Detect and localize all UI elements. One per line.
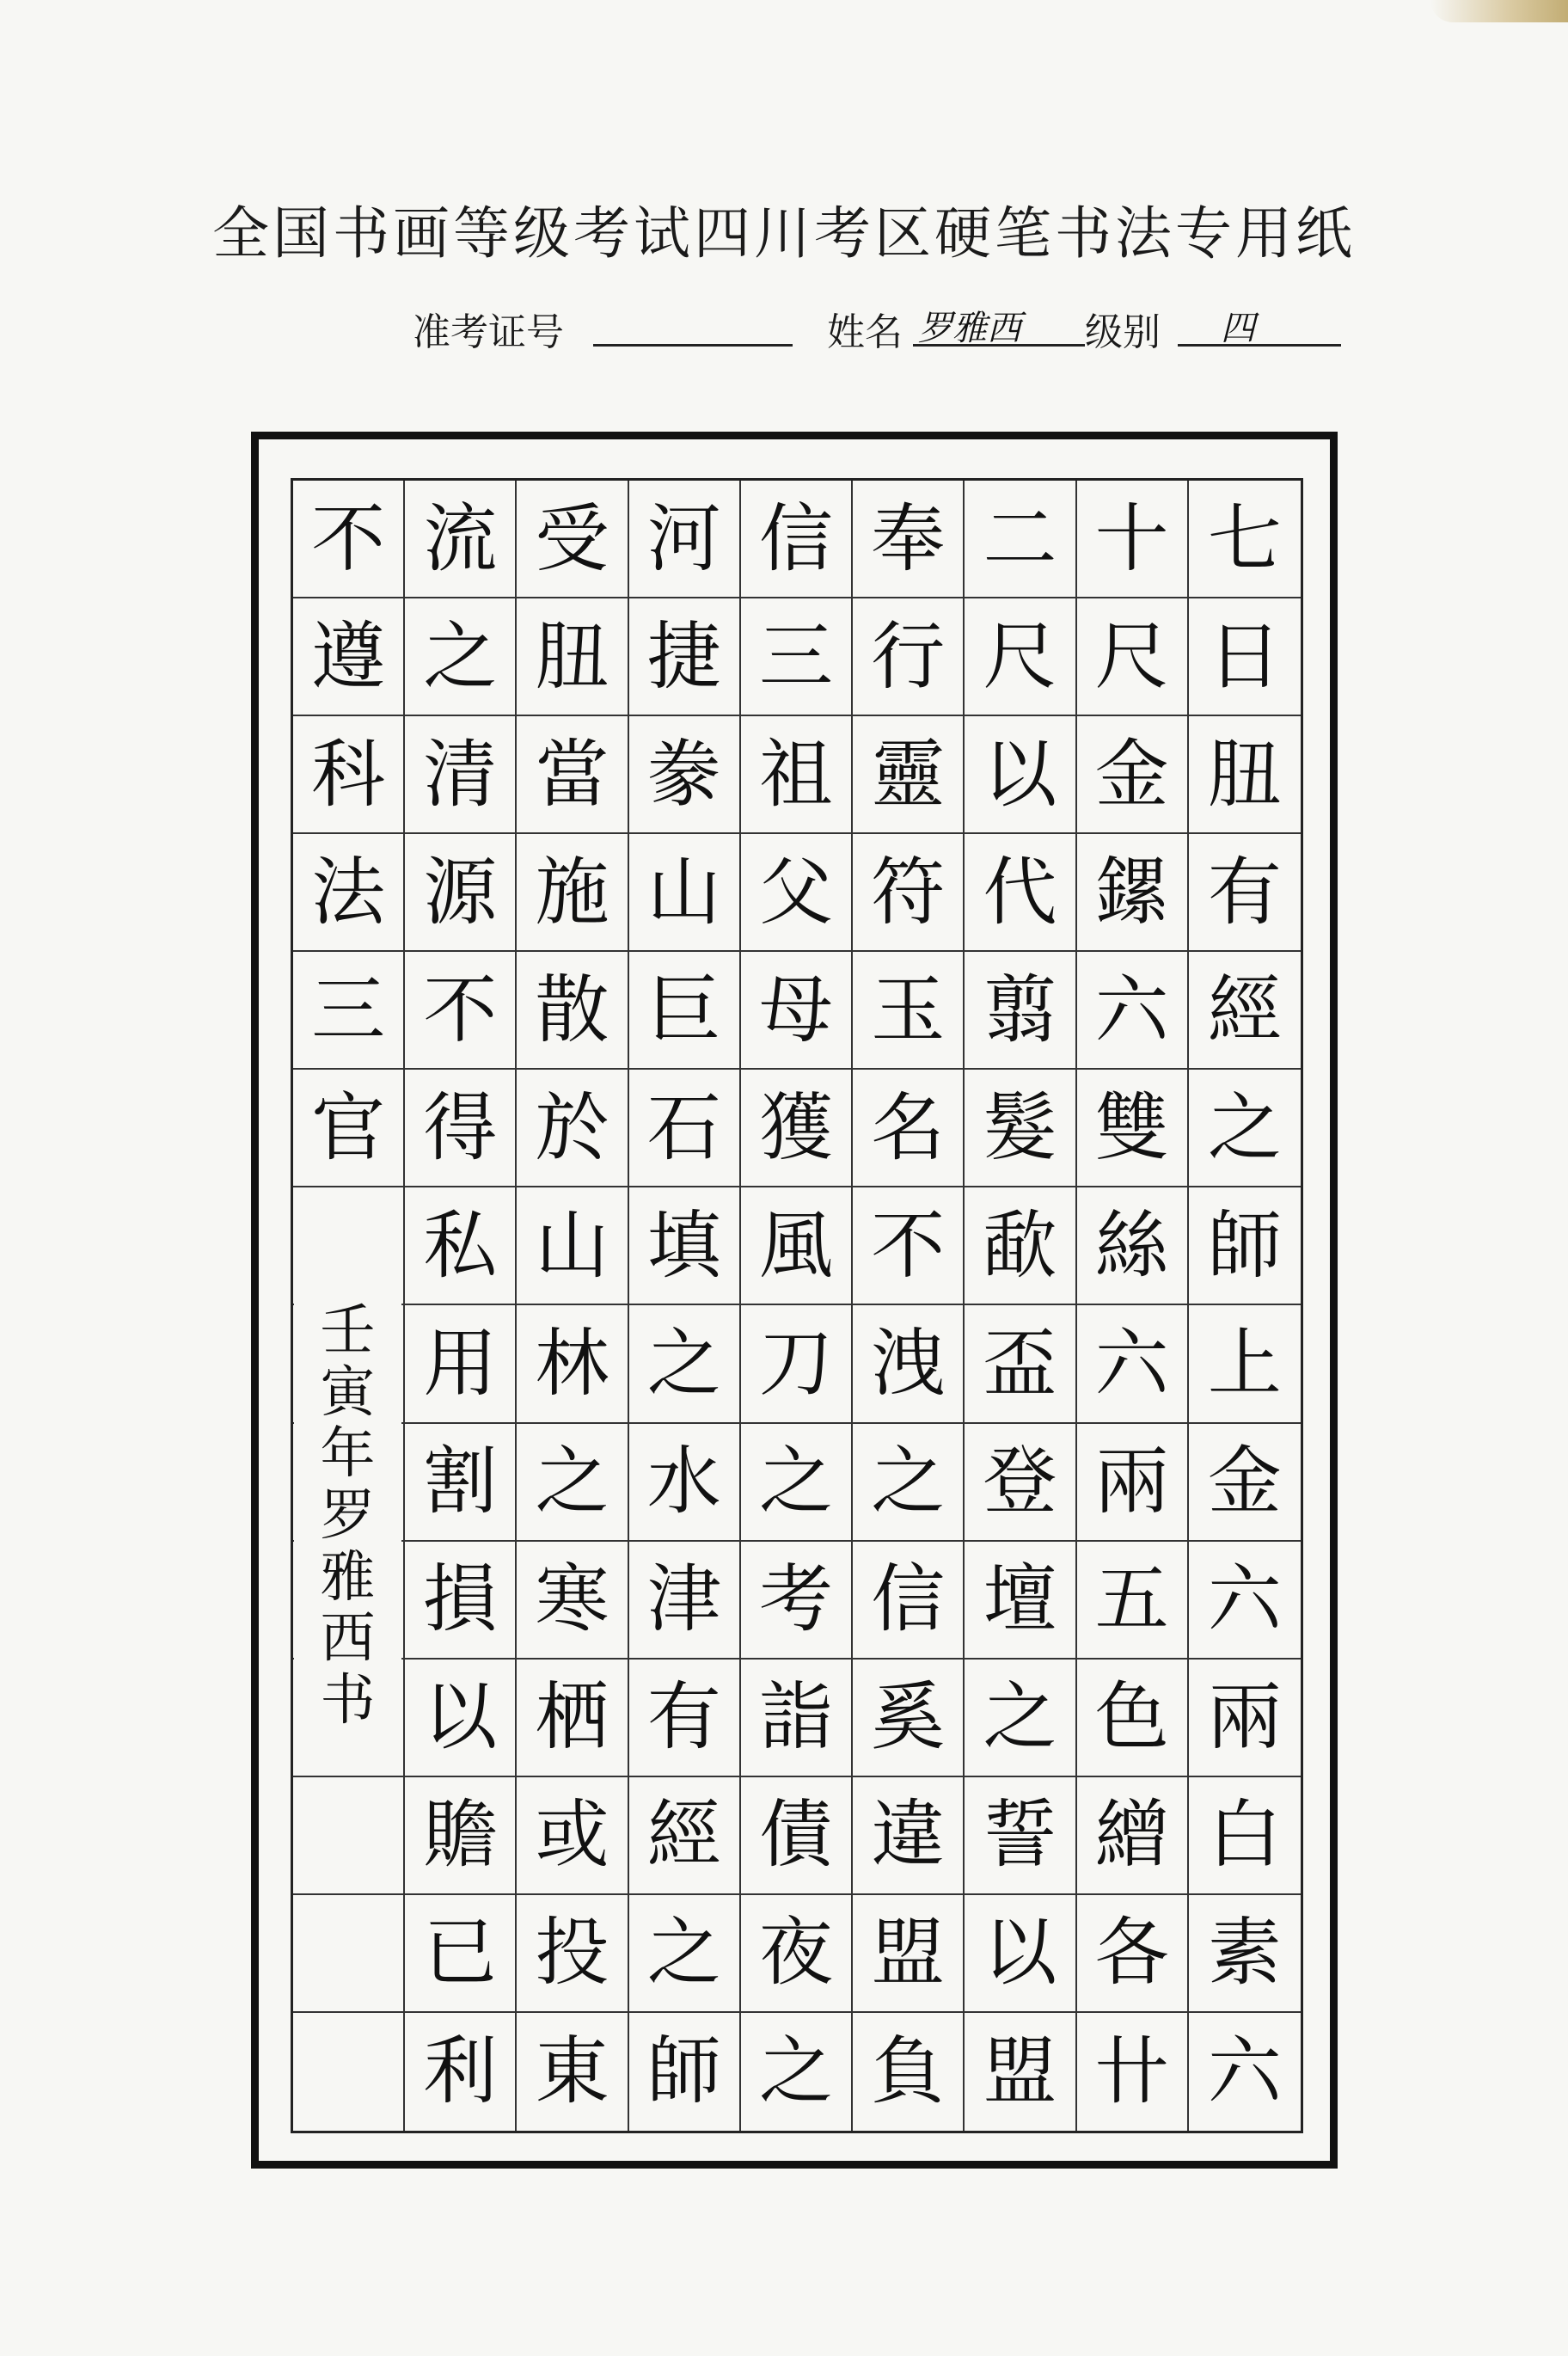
grid-cell: 經 (1189, 952, 1301, 1070)
grid-cell (293, 1187, 405, 1305)
grid-cell: 日 (1189, 598, 1301, 716)
grid-cell: 五 (1077, 1542, 1189, 1660)
grid-cell: 六 (1077, 1305, 1189, 1423)
admission-label: 准考证号 (413, 310, 564, 354)
level-value: 四 (1221, 309, 1255, 348)
grid-cell: 洩 (853, 1305, 965, 1423)
grid-cell: 盟 (965, 2013, 1076, 2131)
grid-cell: 六 (1189, 1542, 1301, 1660)
grid-cell: 用 (405, 1305, 517, 1423)
signature-char: 寅 (320, 1360, 376, 1425)
grid-cell: 絲 (1077, 1187, 1189, 1305)
grid-cell: 二 (965, 481, 1076, 598)
grid-cell: 巨 (629, 952, 741, 1070)
grid-cell: 靈 (853, 716, 965, 834)
grid-cell (293, 1777, 405, 1895)
grid-cell: 割 (405, 1424, 517, 1542)
grid-cell: 私 (405, 1187, 517, 1305)
grid-cell: 施 (517, 834, 628, 952)
grid-cell: 盃 (965, 1305, 1076, 1423)
grid-cell: 夜 (741, 1895, 853, 2013)
signature-char: 壬 (320, 1299, 376, 1363)
grid-cell: 之 (741, 1424, 853, 1542)
grid-cell: 壇 (965, 1542, 1076, 1660)
grid-cell: 河 (629, 481, 741, 598)
signature-char: 罗 (320, 1484, 376, 1549)
grid-cell: 贍 (405, 1777, 517, 1895)
grid-cell: 之 (965, 1660, 1076, 1777)
grid-cell: 林 (517, 1305, 628, 1423)
name-field[interactable] (913, 299, 1085, 347)
signature-inscription (294, 1294, 401, 1733)
grid-cell: 散 (517, 952, 628, 1070)
grid-cell: 七 (1189, 481, 1301, 598)
grid-cell: 三 (293, 952, 405, 1070)
grid-cell: 於 (517, 1070, 628, 1187)
grid-cell: 代 (965, 834, 1076, 952)
grid-cell: 山 (517, 1187, 628, 1305)
grid-cell: 奉 (853, 481, 965, 598)
grid-cell: 金 (1077, 716, 1189, 834)
grid-cell: 登 (965, 1424, 1076, 1542)
grid-cell: 之 (629, 1895, 741, 2013)
grid-cell: 山 (629, 834, 741, 952)
grid-cell: 債 (741, 1777, 853, 1895)
grid-cell: 兩 (1189, 1660, 1301, 1777)
grid-cell: 不 (405, 952, 517, 1070)
grid-cell: 遵 (293, 598, 405, 716)
grid-cell: 科 (293, 716, 405, 834)
grid-cell: 受 (517, 481, 628, 598)
corner-tape-mark (1430, 0, 1568, 22)
grid-cell: 奚 (853, 1660, 965, 1777)
grid-cell: 栖 (517, 1660, 628, 1777)
grid-cell: 玉 (853, 952, 965, 1070)
grid-cell: 填 (629, 1187, 741, 1305)
grid-cell (293, 2013, 405, 2131)
grid-cell: 之 (405, 598, 517, 716)
grid-cell: 或 (517, 1777, 628, 1895)
grid-cell: 石 (629, 1070, 741, 1187)
grid-cell: 白 (1189, 1777, 1301, 1895)
name-value: 罗雅西 (918, 309, 1021, 348)
grid-cell: 水 (629, 1424, 741, 1542)
grid-cell: 經 (629, 1777, 741, 1895)
grid-cell: 已 (405, 1895, 517, 2013)
practice-grid (291, 478, 1303, 2133)
admission-field[interactable] (593, 299, 793, 347)
grid-cell: 髮 (965, 1070, 1076, 1187)
grid-cell: 三 (741, 598, 853, 716)
grid-cell: 尺 (965, 598, 1076, 716)
grid-cell: 之 (1189, 1070, 1301, 1187)
grid-cell: 刀 (741, 1305, 853, 1423)
grid-cell: 之 (517, 1424, 628, 1542)
grid-cell: 津 (629, 1542, 741, 1660)
grid-cell: 母 (741, 952, 853, 1070)
grid-cell: 盟 (853, 1895, 965, 2013)
grid-cell: 䏔 (1189, 716, 1301, 834)
grid-cell: 師 (1189, 1187, 1301, 1305)
grid-cell: 法 (293, 834, 405, 952)
grid-cell: 雙 (1077, 1070, 1189, 1187)
signature-char: 年 (320, 1422, 376, 1487)
grid-cell: 當 (517, 716, 628, 834)
grid-cell: 上 (1189, 1305, 1301, 1423)
grid-cell: 不 (853, 1187, 965, 1305)
grid-cell (293, 1895, 405, 2013)
grid-cell: 尺 (1077, 598, 1189, 716)
name-label: 姓名 (827, 310, 903, 354)
grid-cell: 詣 (741, 1660, 853, 1777)
grid-cell: 流 (405, 481, 517, 598)
grid-cell: 信 (741, 481, 853, 598)
grid-cell: 清 (405, 716, 517, 834)
level-label: 级别 (1085, 310, 1161, 354)
grid-cell: 師 (629, 2013, 741, 2131)
grid-cell: 違 (853, 1777, 965, 1895)
grid-cell: 歃 (965, 1187, 1076, 1305)
grid-cell: 父 (741, 834, 853, 952)
level-field[interactable] (1178, 299, 1341, 347)
grid-cell: 信 (853, 1542, 965, 1660)
grid-cell: 捷 (629, 598, 741, 716)
grid-cell: 以 (965, 1895, 1076, 2013)
grid-cell: 金 (1189, 1424, 1301, 1542)
grid-cell: 鏍 (1077, 834, 1189, 952)
grid-cell: 十 (1077, 481, 1189, 598)
grid-cell: 東 (517, 2013, 628, 2131)
grid-cell: 豢 (629, 716, 741, 834)
grid-cell: 素 (1189, 1895, 1301, 2013)
signature-char: 西 (320, 1607, 376, 1672)
signature-char: 雅 (320, 1545, 376, 1610)
grid-cell: 之 (853, 1424, 965, 1542)
grid-cell: 負 (853, 2013, 965, 2131)
grid-cell: 各 (1077, 1895, 1189, 2013)
grid-cell: 損 (405, 1542, 517, 1660)
grid-cell: 不 (293, 481, 405, 598)
grid-cell: 得 (405, 1070, 517, 1187)
grid-cell: 有 (1189, 834, 1301, 952)
grid-cell: 色 (1077, 1660, 1189, 1777)
grid-cell: 符 (853, 834, 965, 952)
grid-cell: 有 (629, 1660, 741, 1777)
grid-cell: 名 (853, 1070, 965, 1187)
info-row (0, 292, 1568, 361)
page-title: 全国书画等级考试四川考区硬笔书法专用纸 (212, 200, 1356, 267)
grid-cell: 卄 (1077, 2013, 1189, 2131)
grid-cell: 行 (853, 598, 965, 716)
grid-cell: 風 (741, 1187, 853, 1305)
signature-char: 书 (320, 1669, 376, 1733)
grid-cell: 利 (405, 2013, 517, 2131)
grid-cell: 之 (629, 1305, 741, 1423)
grid-cell: 翦 (965, 952, 1076, 1070)
grid-cell: 以 (405, 1660, 517, 1777)
grid-cell: 寒 (517, 1542, 628, 1660)
grid-cell: 官 (293, 1070, 405, 1187)
grid-cell: 源 (405, 834, 517, 952)
grid-cell: 之 (741, 2013, 853, 2131)
grid-cell: 誓 (965, 1777, 1076, 1895)
grid-cell: 六 (1077, 952, 1189, 1070)
grid-cell: 繒 (1077, 1777, 1189, 1895)
grid-cell: 䏔 (517, 598, 628, 716)
grid-cell: 考 (741, 1542, 853, 1660)
grid-cell: 六 (1207, 2028, 1282, 2115)
grid-cell: 投 (517, 1895, 628, 2013)
grid-cell: 兩 (1077, 1424, 1189, 1542)
grid-cell: 祖 (741, 716, 853, 834)
grid-cell: 獲 (741, 1070, 853, 1187)
grid-cell: 以 (965, 716, 1076, 834)
